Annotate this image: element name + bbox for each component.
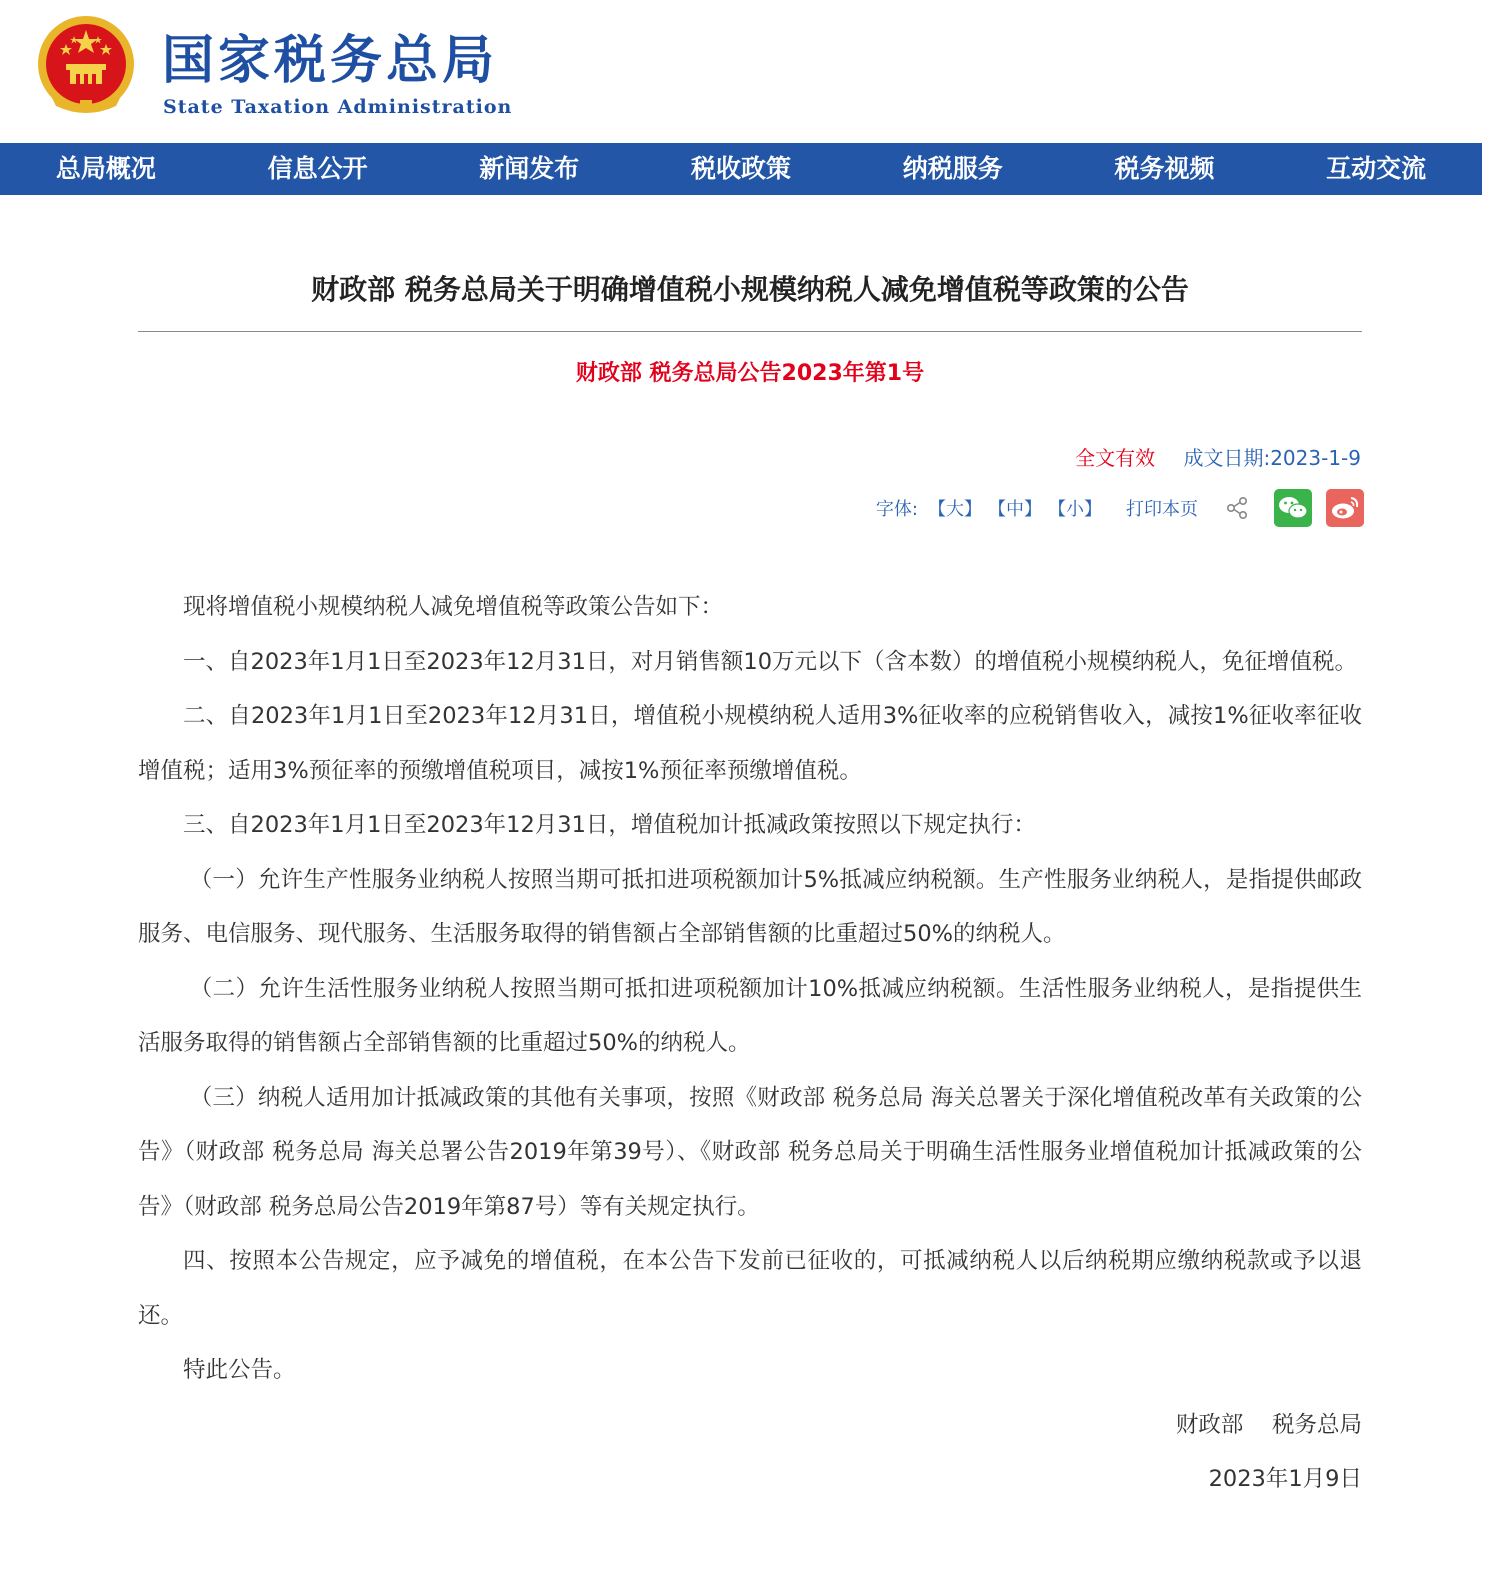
signer: 财政部 税务总局 [1175,1411,1362,1438]
font-size-label: 字体: [875,499,918,520]
paragraph-item-2: 二、自2023年1月1日至2023年12月31日，增值税小规模纳税人适用3%征收率的应税销售收入，减按1%征收率征收增值税；适用3%预征率的预缴增值税项目，减按1%预征率预缴增值税。 [138,703,1362,784]
article-meta [1075,442,1361,471]
article-toolbar [876,488,1364,528]
nav-item-video[interactable]: 税务视频 [1114,154,1215,183]
nav-item-tax-policy[interactable]: 税收政策 [691,154,792,183]
share-icon[interactable] [1224,495,1250,521]
paragraph-item-4: 四、按照本公告规定，应予减免的增值税，在本公告下发前已征收的，可抵减纳税人以后纳税期应缴纳税款或予以退还。 [138,1248,1362,1329]
wechat-icon[interactable] [1274,489,1312,527]
title-divider [138,331,1362,332]
validity-status: 全文有效 [1075,446,1156,470]
weibo-icon[interactable] [1326,489,1364,527]
print-page-button[interactable]: 打印本页 [1126,499,1198,520]
font-size-medium-button[interactable]: 【中】 [988,499,1042,520]
nav-item-overview[interactable]: 总局概况 [55,154,156,183]
document-date: 成文日期:2023-1-9 [1183,446,1361,470]
nav-item-news[interactable]: 新闻发布 [479,154,580,183]
site-header [0,0,1500,143]
paragraph-closing: 特此公告。 [183,1357,296,1383]
nav-item-interaction[interactable]: 互动交流 [1326,154,1427,183]
site-logo-chinese[interactable]: 国家税务总局 [162,30,499,91]
sign-date: 2023年1月9日 [1208,1466,1362,1492]
nav-item-tax-service[interactable]: 纳税服务 [902,154,1003,183]
national-emblem-icon[interactable] [36,14,136,118]
font-size-large-button[interactable]: 【大】 [928,499,982,520]
paragraph-item-3-2: （二）允许生活性服务业纳税人按照当期可抵扣进项税额加计10%抵减应纳税额。生活性服务业纳税人，是指提供生活服务取得的销售额占全部销售额的比重超过50%的纳税人。 [138,975,1362,1056]
paragraph-item-3: 三、自2023年1月1日至2023年12月31日，增值税加计抵减政策按照以下规定执行： [183,812,1036,838]
paragraph-item-3-1: （一）允许生产性服务业纳税人按照当期可抵扣进项税额加计5%抵减应纳税额。生产性服务业纳税人，是指提供邮政服务、电信服务、现代服务、生活服务取得的销售额占全部销售额的比重超过50%的纳税人。 [138,866,1362,947]
article-title: 财政部 税务总局关于明确增值税小规模纳税人减免增值税等政策的公告 [311,273,1189,306]
site-logo-english[interactable]: State Taxation Administration [163,96,513,118]
paragraph-intro: 现将增值税小规模纳税人减免增值税等政策公告如下： [183,594,724,620]
paragraph-item-3-3: （三）纳税人适用加计抵减政策的其他有关事项，按照《财政部 税务总局 海关总署关于深化增值税改革有关政策的公告》（财政部 税务总局 海关总署公告2019年第39号）、《财政部 税务总局关于明确生活性服务业增值税加计抵减政策的公告》（财政部 税务总局公告2019年第87号）等有关规定执行。 [138,1084,1362,1220]
document-number: 财政部 税务总局公告2023年第1号 [575,361,925,386]
font-size-small-button[interactable]: 【小】 [1048,499,1102,520]
paragraph-item-1: 一、自2023年1月1日至2023年12月31日，对月销售额10万元以下（含本数）的增值税小规模纳税人，免征增值税。 [183,648,1358,675]
main-nav [0,143,1482,195]
nav-item-information[interactable]: 信息公开 [267,154,368,183]
article-body [138,580,1362,1507]
